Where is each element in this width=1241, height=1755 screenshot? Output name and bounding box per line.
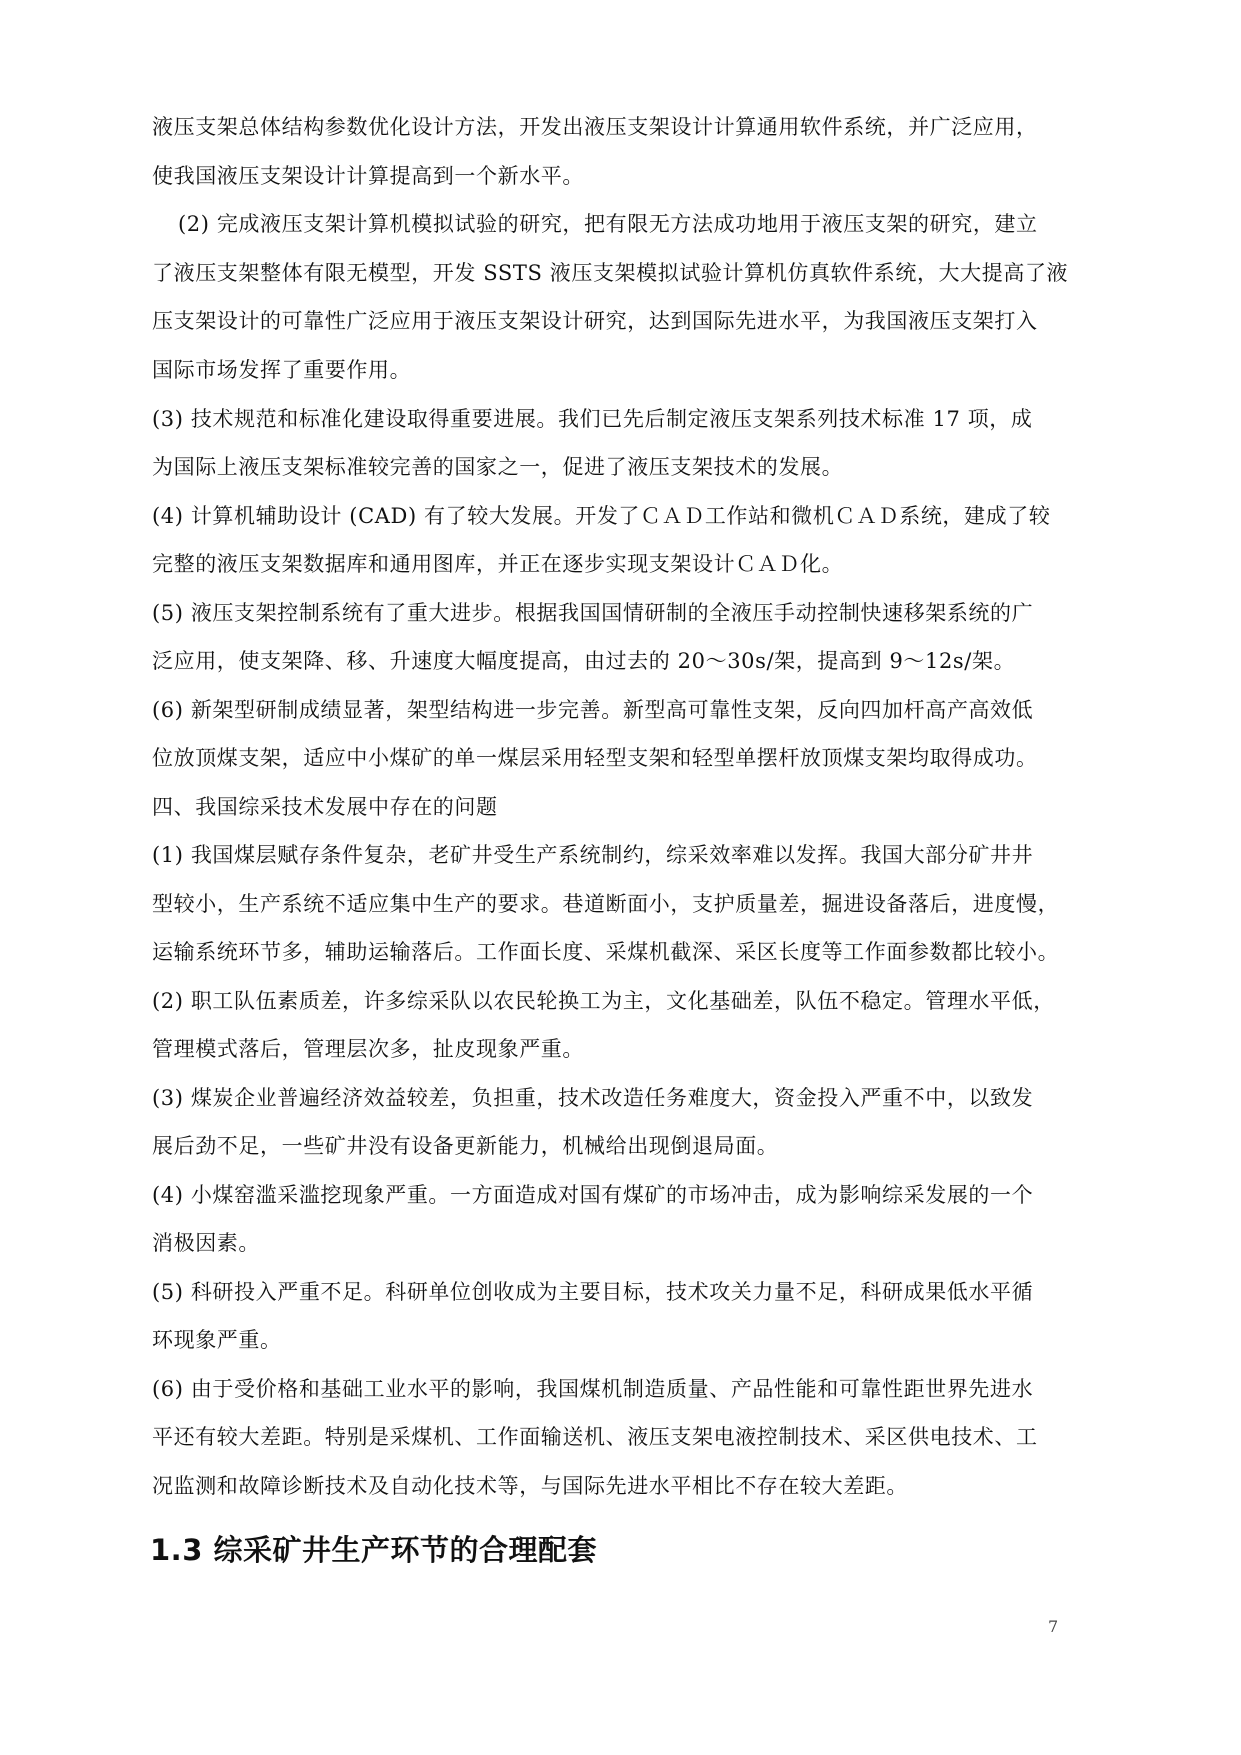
text-line: 况监测和故障诊断技术及自动化技术等，与国际先进水平相比不存在较大差距。 <box>152 1474 908 1498</box>
text-line: 液压支架总体结构参数优化设计方法，开发出液压支架设计计算通用软件系统，并广泛应用， <box>152 115 1038 139</box>
text-line: 完整的液压支架数据库和通用图库，并正在逐步实现支架设计ＣＡＤ化。 <box>152 552 844 576</box>
text-line: 泛应用，使支架降、移、升速度大幅度提高，由过去的 20～30s/架，提高到 9～12s/架。 <box>152 649 1016 673</box>
text-line: 了液压支架整体有限无模型，开发 SSTS 液压支架模拟试验计算机仿真软件系统，大大提高了液 <box>152 261 1069 285</box>
text-line: 位放顶煤支架，适应中小煤矿的单一煤层采用轻型支架和轻型单摆杆放顶煤支架均取得成功。 <box>152 746 1038 770</box>
text-line: 运输系统环节多，辅助运输落后。工作面长度、采煤机截深、采区长度等工作面参数都比较小。 <box>152 940 1060 964</box>
text-line: 使我国液压支架设计计算提高到一个新水平。 <box>152 164 584 188</box>
text-line: 平还有较大差距。特别是采煤机、工作面输送机、液压支架电液控制技术、采区供电技术、工 <box>152 1425 1038 1449</box>
page-number: 7 <box>1048 1617 1059 1636</box>
text-line: 展后劲不足，一些矿井没有设备更新能力，机械给出现倒退局面。 <box>152 1134 779 1158</box>
text-line: (5) 液压支架控制系统有了重大进步。根据我国国情研制的全液压手动控制快速移架系统的广 <box>152 601 1034 625</box>
text-line: (4) 小煤窑滥采滥挖现象严重。一方面造成对国有煤矿的市场冲击，成为影响综采发展的一个 <box>152 1183 1034 1207</box>
text-line: 环现象严重。 <box>152 1328 282 1352</box>
text-line: (2) 职工队伍素质差，许多综采队以农民轮换工为主，文化基础差，队伍不稳定。管理水平低， <box>152 989 1055 1013</box>
text-line: (6) 由于受价格和基础工业水平的影响，我国煤机制造质量、产品性能和可靠性距世界先进水 <box>152 1377 1034 1401</box>
text-line: (3) 技术规范和标准化建设取得重要进展。我们已先后制定液压支架系列技术标准 17 项，成 <box>152 407 1033 431</box>
section-heading: 1.3 综采矿井生产环节的合理配套 <box>150 1533 597 1567</box>
text-line: (5) 科研投入严重不足。科研单位创收成为主要目标，技术攻关力量不足，科研成果低水平循 <box>152 1280 1034 1304</box>
text-line: (2) 完成液压支架计算机模拟试验的研究，把有限无方法成功地用于液压支架的研究，建立 <box>178 212 1038 236</box>
text-line: (1) 我国煤层赋存条件复杂，老矿井受生产系统制约，综采效率难以发挥。我国大部分矿井井 <box>152 843 1034 867</box>
text-line: 国际市场发挥了重要作用。 <box>152 358 412 382</box>
text-line: 管理模式落后，管理层次多，扯皮现象严重。 <box>152 1037 584 1061</box>
text-line: 为国际上液压支架标准较完善的国家之一，促进了液压支架技术的发展。 <box>152 455 844 479</box>
text-line: 消极因素。 <box>152 1231 260 1255</box>
text-line: 型较小，生产系统不适应集中生产的要求。巷道断面小，支护质量差，掘进设备落后，进度慢， <box>152 892 1060 916</box>
text-line: (4) 计算机辅助设计 (CAD) 有了较大发展。开发了ＣＡＤ工作站和微机ＣＡＤ系统，建成了较 <box>152 504 1051 528</box>
text-line: 压支架设计的可靠性广泛应用于液压支架设计研究，达到国际先进水平，为我国液压支架打入 <box>152 309 1038 333</box>
text-line: 四、我国综采技术发展中存在的问题 <box>152 795 498 819</box>
text-line: (6) 新架型研制成绩显著，架型结构进一步完善。新型高可靠性支架，反向四加杆高产高效低 <box>152 698 1034 722</box>
text-line: (3) 煤炭企业普遍经济效益较差，负担重，技术改造任务难度大，资金投入严重不中，以致发 <box>152 1086 1034 1110</box>
